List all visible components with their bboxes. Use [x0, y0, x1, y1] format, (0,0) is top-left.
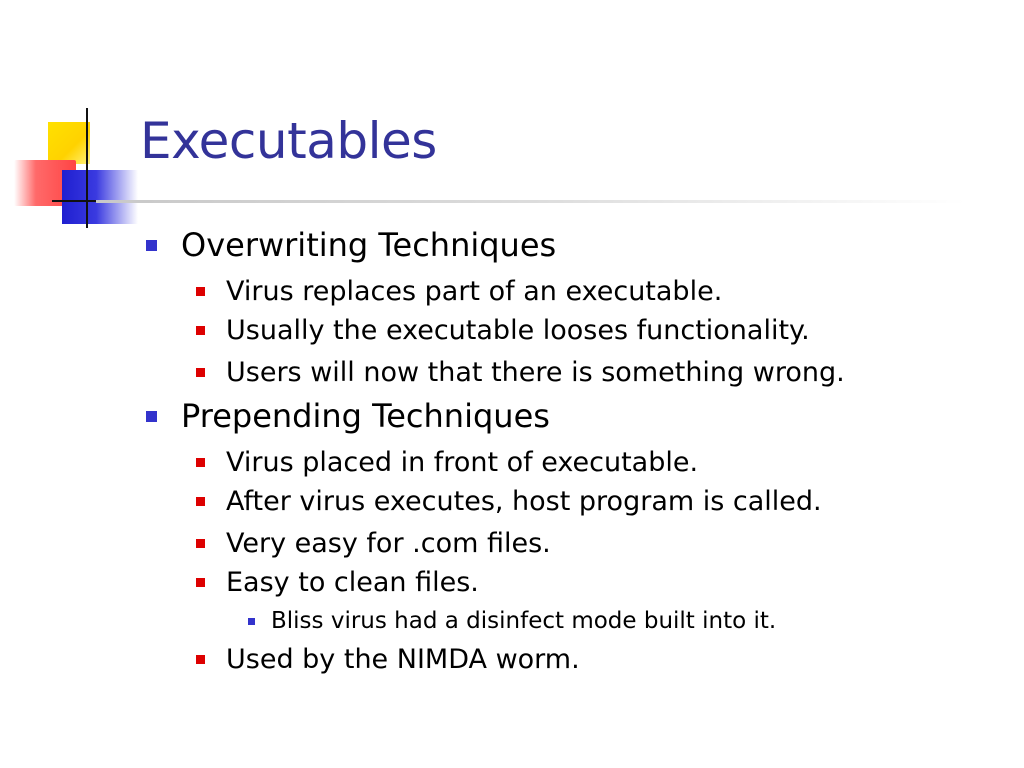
- bullet-level1: [146, 397, 550, 435]
- bullet-level2: [196, 447, 698, 478]
- bullet-level2: [196, 644, 580, 675]
- bullet-text: Used by the NIMDA worm.: [226, 644, 580, 675]
- square-bullet-icon: [196, 287, 205, 296]
- bullet-text: Very easy for .com files.: [226, 528, 551, 559]
- bullet-level2: [196, 528, 551, 559]
- square-bullet-icon: [196, 368, 205, 377]
- square-bullet-icon: [196, 539, 205, 548]
- bullet-level1: [146, 226, 556, 264]
- square-bullet-icon: [196, 497, 205, 506]
- bullet-level2: [196, 567, 479, 598]
- bullet-text: Virus replaces part of an executable.: [226, 276, 723, 307]
- square-bullet-icon: [196, 578, 205, 587]
- bullet-level3: [248, 608, 776, 634]
- bullet-text: After virus executes, host program is called.: [226, 486, 822, 517]
- square-bullet-icon: [146, 411, 157, 422]
- bullet-text: Virus placed in front of executable.: [226, 447, 699, 478]
- bullet-text: Easy to clean files.: [226, 567, 479, 598]
- square-bullet-icon: [196, 326, 205, 335]
- bullet-text: Users will now that there is something wrong.: [226, 357, 845, 388]
- slide-title: Executables: [140, 112, 437, 170]
- bullet-text: Bliss virus had a disinfect mode built into it.: [271, 608, 777, 634]
- bullet-level2: [196, 315, 810, 346]
- section-heading: Prepending Techniques: [181, 397, 550, 435]
- bullet-level2: [196, 357, 845, 388]
- section-heading: Overwriting Techniques: [181, 226, 557, 264]
- square-bullet-icon: [146, 240, 157, 251]
- square-bullet-icon: [196, 655, 205, 664]
- bullet-text: Usually the executable looses functionality.: [226, 315, 810, 346]
- bullet-level2: [196, 276, 722, 307]
- bullet-level2: [196, 486, 822, 517]
- square-bullet-icon: [248, 618, 255, 625]
- square-bullet-icon: [196, 458, 205, 467]
